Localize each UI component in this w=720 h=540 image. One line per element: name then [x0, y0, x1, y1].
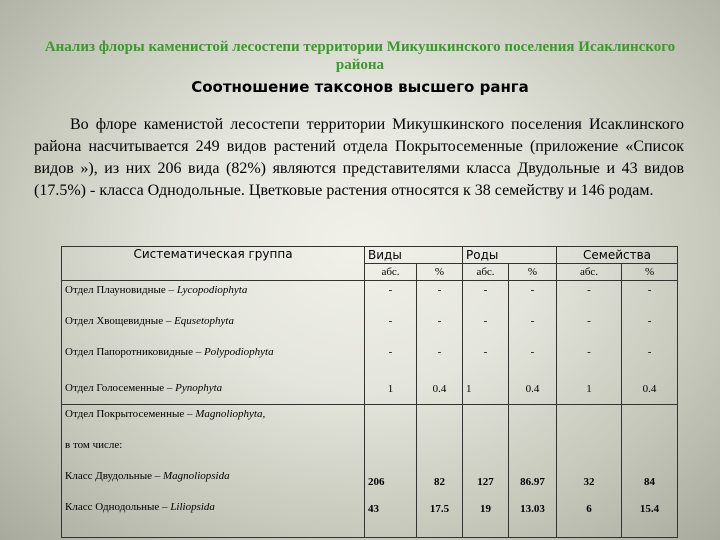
slide-title: Анализ флоры каменистой лесостепи территории Микушкинского поселения Исаклинского района — [44, 39, 676, 73]
division-equsetophyta — [65, 314, 361, 345]
cell-value: - — [388, 315, 393, 327]
cell-value: 0.4 — [432, 383, 447, 395]
division-latin: Pynophyta — [175, 382, 223, 394]
cell-value: 32 — [583, 476, 595, 488]
division-lycopodiophyta — [65, 283, 361, 314]
cell-value: - — [437, 284, 442, 296]
cell-value: 1 — [466, 383, 472, 395]
header-group: Систематическая группа — [62, 247, 365, 281]
cell-value: 0.4 — [525, 383, 540, 395]
class-latin: Magnoliopsida — [162, 470, 230, 482]
intro-paragraph: Во флоре каменистой лесостепи территории Микушкинского поселения Исаклинского района насчитывается 249 видов растений отдела Покрытосеменные (приложение «Список видов »), из них 206 вида (82%) являются представителями класса Двудольные и 43 видов (17.5%) - класса Однодольные. Цветковые растения относятся к 38 семейству и 146 родам. — [34, 116, 684, 199]
class-label: Класс Однодольные – — [65, 501, 171, 513]
class-magnoliopsida — [65, 469, 361, 500]
cell-value: - — [388, 346, 393, 358]
header-genera: Роды — [463, 247, 557, 264]
cell-value: 1 — [387, 383, 394, 395]
cell-value: 6 — [586, 503, 592, 515]
cell-value: - — [483, 315, 488, 327]
cell-value: 206 — [368, 476, 385, 488]
subheader-abs: абс. — [557, 264, 622, 281]
cell-value: - — [483, 284, 488, 296]
slide-subtitle: Соотношение таксонов высшего ранга — [191, 78, 529, 96]
class-latin: Liliopsida — [170, 501, 215, 513]
table-header-row — [62, 247, 678, 264]
angiosperm-names — [62, 405, 365, 538]
division-label: Отдел Папоротниковидные – — [65, 346, 204, 358]
families-pct-cell — [622, 405, 678, 538]
genera-pct-cell — [509, 405, 557, 538]
division-latin: Polypodiophyta — [203, 346, 274, 358]
species-abs-cell — [365, 281, 417, 405]
cell-value: 15.4 — [639, 503, 660, 515]
cell-value: - — [647, 315, 652, 327]
cell-value: - — [483, 346, 488, 358]
division-latin: Lycopodiophyta — [176, 284, 248, 296]
families-abs-cell — [557, 405, 622, 538]
division-suffix: , — [262, 408, 266, 420]
header-species: Виды — [365, 247, 463, 264]
subheader-pct: % — [509, 264, 557, 281]
cell-value: - — [587, 284, 591, 296]
cell-value: 84 — [644, 476, 656, 488]
cell-value: 19 — [480, 503, 491, 515]
division-names — [62, 281, 365, 405]
class-liliopsida — [65, 500, 361, 531]
division-label: Отдел Хвощевидные – — [65, 315, 175, 327]
taxa-table — [61, 246, 678, 538]
cell-value: - — [437, 315, 442, 327]
genera-abs-cell — [463, 281, 509, 405]
table-row-divisions — [62, 281, 678, 405]
including-label: в том числе: — [65, 439, 123, 451]
cell-value: - — [437, 346, 442, 358]
cell-value: 86.97 — [520, 476, 545, 488]
genera-pct-cell — [509, 281, 557, 405]
cell-value: 82 — [434, 476, 445, 488]
division-latin: Magnoliophyta — [195, 408, 263, 420]
division-magnoliophyta — [65, 407, 361, 438]
division-polypodiophyta — [65, 345, 361, 376]
families-pct-cell — [622, 281, 678, 405]
cell-value: 127 — [477, 476, 494, 488]
header-families: Семейства — [557, 247, 678, 264]
genera-abs-cell — [463, 405, 509, 538]
division-latin: Equsetophyta — [174, 315, 234, 327]
species-pct-cell — [417, 281, 463, 405]
cell-value: - — [587, 346, 591, 358]
cell-value: - — [530, 315, 535, 327]
species-abs-cell — [365, 405, 417, 538]
cell-value: - — [530, 284, 535, 296]
table-row-angiosperms — [62, 405, 678, 538]
cell-value: 1 — [586, 383, 592, 395]
cell-value: - — [587, 315, 591, 327]
subheader-pct: % — [417, 264, 463, 281]
cell-value: 17.5 — [429, 503, 450, 515]
families-abs-cell — [557, 281, 622, 405]
cell-value: 43 — [368, 503, 379, 515]
subheader-pct: % — [622, 264, 678, 281]
subheader-abs: абс. — [463, 264, 509, 281]
cell-value: - — [388, 284, 393, 296]
cell-value: - — [647, 346, 652, 358]
subheader-abs: абс. — [365, 264, 417, 281]
cell-value: 13.03 — [520, 503, 545, 515]
division-label: Отдел Плауновидные – — [65, 284, 177, 296]
cell-value: - — [647, 284, 652, 296]
species-pct-cell — [417, 405, 463, 538]
cell-value: 0.4 — [642, 383, 657, 395]
division-label: Отдел Покрытосеменные – — [65, 408, 196, 420]
cell-value: - — [530, 346, 535, 358]
division-label: Отдел Голосеменные – — [65, 382, 176, 394]
division-pynophyta — [65, 376, 361, 404]
class-label: Класс Двудольные – — [65, 470, 163, 482]
